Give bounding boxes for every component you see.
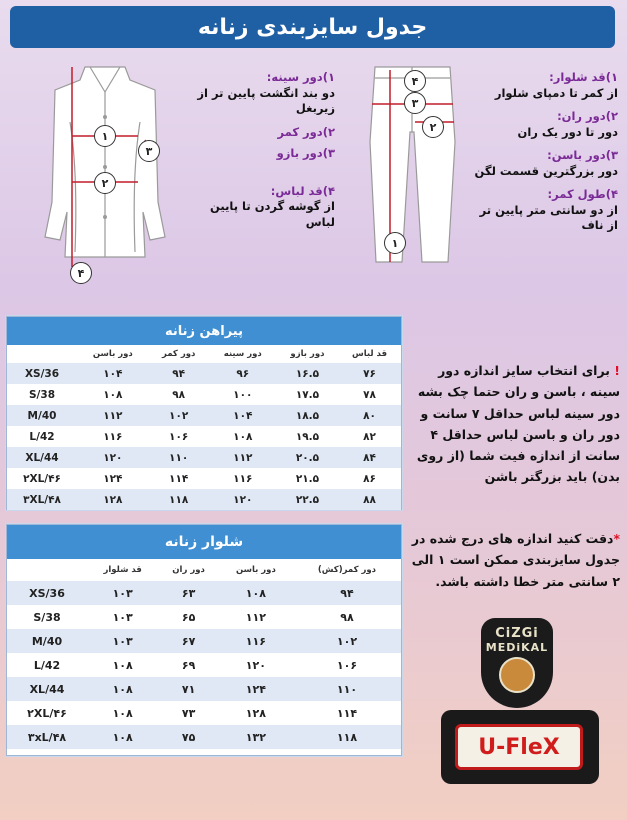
- table-cell: ۱۱۶: [209, 468, 277, 489]
- table-cell: ۸۲: [338, 426, 401, 447]
- table-cell: ۳XL/۴۸: [7, 489, 77, 510]
- table-cell: ۱۰۴: [77, 363, 149, 384]
- table-row: [7, 405, 401, 426]
- table-cell: ۱۰۸: [87, 725, 158, 749]
- table-row: [7, 725, 401, 749]
- dress-marker-4: ۴: [70, 262, 92, 284]
- table-header: دور سینه: [223, 349, 262, 359]
- dress-measure-list: [185, 70, 335, 238]
- pants-measure-desc: از کمر تا دمپای شلوار: [494, 85, 618, 100]
- table-cell: ۱۲۰: [219, 653, 293, 677]
- table-header: قد شلوار: [103, 565, 142, 575]
- table-cell: ۱۰۶: [149, 426, 209, 447]
- table-row: [7, 629, 401, 653]
- dress-measure-head: ۳)دور بازو: [276, 146, 335, 161]
- table-cell: ۱۸.۵: [277, 405, 338, 426]
- table-cell: ۱۲۸: [219, 701, 293, 725]
- cizgi-medikal-logo: [481, 618, 553, 708]
- dress-marker-2: ۲: [94, 172, 116, 194]
- table-cell: ۸۰: [338, 405, 401, 426]
- table-cell: ۸۶: [338, 468, 401, 489]
- dress-measure-head: ۲)دور کمر: [277, 124, 335, 139]
- table-header: دور بازو: [290, 349, 325, 359]
- dress-size-table: [6, 316, 402, 510]
- dress-measure-desc: از گوشه گردن تا پایین لباس: [210, 199, 335, 229]
- table-cell: S/38: [7, 605, 87, 629]
- table-cell: ۷۵: [158, 725, 218, 749]
- table-cell: ۱۱۸: [293, 725, 401, 749]
- dress-marker-3: ۳: [138, 140, 160, 162]
- table-row: [7, 653, 401, 677]
- table-row: [7, 677, 401, 701]
- table-cell: ۱۱۲: [77, 405, 149, 426]
- table-cell: ۱۰۰: [209, 384, 277, 405]
- table-cell: ۱۱۰: [149, 447, 209, 468]
- table-cell: ۱۰۴: [209, 405, 277, 426]
- table-cell: ۱۰۳: [87, 629, 158, 653]
- table-row: [7, 605, 401, 629]
- table-row: [7, 581, 401, 605]
- dress-illustration: [30, 62, 180, 292]
- pants-marker-3: ۳: [404, 92, 426, 114]
- table-cell: M/40: [7, 405, 77, 426]
- table-cell: ۱۱۶: [219, 629, 293, 653]
- sizing-advice-note: [410, 360, 620, 488]
- table-cell: XL/44: [7, 447, 77, 468]
- table-cell: ۹۸: [293, 605, 401, 629]
- pants-size-table: [6, 524, 402, 756]
- logo-brand-top: CiZGi: [495, 626, 539, 641]
- table-header: دور ران: [172, 565, 205, 575]
- mascot-icon: [499, 657, 535, 693]
- warning-icon: !: [614, 363, 620, 378]
- pants-table-title: شلوار زنانه: [7, 525, 401, 559]
- table-cell: L/42: [7, 653, 87, 677]
- table-row: [7, 363, 401, 384]
- table-cell: S/38: [7, 384, 77, 405]
- table-cell: ۱۲۴: [77, 468, 149, 489]
- table-cell: ۱۰۸: [77, 384, 149, 405]
- table-cell: ۱۰۲: [293, 629, 401, 653]
- table-cell: M/40: [7, 629, 87, 653]
- table-row: [7, 384, 401, 405]
- sizing-advice-text: برای انتخاب سایز اندازه دور سینه ، باسن و ران حتما چک بشه دور سینه لباس حداقل ۷ سانت و دور ران و باسن لباس حداقل ۴ سانت از اندازه فیت شما (از روی بدن) باید بزرگتر باشن: [416, 363, 620, 485]
- table-cell: ۷۶: [338, 363, 401, 384]
- pants-measure-head: ۳)دور باسن:: [547, 148, 618, 163]
- table-header: دور کمر: [161, 349, 196, 359]
- table-cell: ۱۱۲: [219, 605, 293, 629]
- table-cell: ۸۸: [338, 489, 401, 510]
- table-row: [7, 468, 401, 489]
- table-cell: ۱۹.۵: [277, 426, 338, 447]
- table-cell: ۱۰۸: [87, 677, 158, 701]
- asterisk-icon: *: [613, 531, 620, 546]
- table-row: [7, 447, 401, 468]
- table-cell: ۹۸: [149, 384, 209, 405]
- table-cell: XL/44: [7, 677, 87, 701]
- dress-table-title: پیراهن زنانه: [7, 317, 401, 345]
- table-cell: ۱۶.۵: [277, 363, 338, 384]
- table-cell: ۱۷.۵: [277, 384, 338, 405]
- logo-brand-bottom: MEDiKAL: [485, 641, 549, 654]
- table-cell: ۱۲۰: [209, 489, 277, 510]
- table-cell: ۱۲۴: [219, 677, 293, 701]
- pants-measure-head: ۱)قد شلوار:: [549, 70, 618, 84]
- table-cell: ۹۶: [209, 363, 277, 384]
- table-cell: ۹۴: [149, 363, 209, 384]
- dress-measure-head: ۱)دور سینه:: [266, 70, 335, 84]
- u-flex-label: U-FleX: [455, 724, 583, 770]
- table-header: [7, 345, 77, 363]
- dress-measure-head: ۴)قد لباس:: [270, 183, 335, 198]
- table-header: دور باسن: [235, 565, 276, 575]
- table-cell: ۱۱۲: [209, 447, 277, 468]
- table-cell: ۱۱۸: [149, 489, 209, 510]
- pants-measure-desc: از دو سانتی متر پایین تر از ناف: [479, 202, 618, 233]
- table-cell: ۶۵: [158, 605, 218, 629]
- table-cell: ۱۰۸: [209, 426, 277, 447]
- table-cell: ۶۳: [158, 581, 218, 605]
- table-cell: ۱۲۰: [77, 447, 149, 468]
- pants-marker-1: ۱: [384, 232, 406, 254]
- table-cell: ۱۰۳: [87, 581, 158, 605]
- table-cell: ۲XL/۴۶: [7, 701, 87, 725]
- table-header: دور کمر(کش): [317, 565, 377, 575]
- pants-measure-list: [470, 70, 618, 242]
- table-cell: ۱۱۴: [149, 468, 209, 489]
- pants-measure-head: ۲)دور ران:: [557, 109, 618, 124]
- pants-marker-2: ۲: [422, 116, 444, 138]
- table-cell: ۱۰۲: [149, 405, 209, 426]
- table-cell: ۲۰.۵: [277, 447, 338, 468]
- dress-measure-desc: دو بند انگشت پایین تر از زیربغل: [197, 85, 335, 116]
- dress-marker-1: ۱: [94, 125, 116, 147]
- table-cell: ۱۰۸: [219, 581, 293, 605]
- table-cell: ۲۲.۵: [277, 489, 338, 510]
- table-cell: ۲۱.۵: [277, 468, 338, 489]
- u-flex-logo: [441, 710, 599, 784]
- table-cell: ۶۹: [158, 653, 218, 677]
- pants-measure-desc: دور تا دور یک ران: [517, 124, 618, 139]
- table-cell: ۸۴: [338, 447, 401, 468]
- table-cell: ۲XL/۴۶: [7, 468, 77, 489]
- table-cell: ۱۲۸: [77, 489, 149, 510]
- table-cell: ۱۰۸: [87, 653, 158, 677]
- table-header: قد لباس: [352, 349, 388, 359]
- table-header: دور باسن: [92, 349, 133, 359]
- table-cell: ۱۳۲: [219, 725, 293, 749]
- table-row: [7, 426, 401, 447]
- pants-illustration: [360, 62, 465, 267]
- table-cell: ۶۷: [158, 629, 218, 653]
- pants-measure-desc: دور بزرگترین قسمت لگن: [474, 163, 618, 178]
- table-cell: XS/36: [7, 363, 77, 384]
- table-row: [7, 701, 401, 725]
- table-cell: L/42: [7, 426, 77, 447]
- tolerance-note: [410, 528, 620, 592]
- tolerance-text: دقت کنید اندازه های درج شده در جدول سایزبندی ممکن است ۱ الی ۲ سانتی متر خطا داشته باشد.: [411, 531, 620, 589]
- table-cell: XS/36: [7, 581, 87, 605]
- table-cell: ۳xL/۴۸: [7, 725, 87, 749]
- pants-marker-4: ۴: [404, 70, 426, 92]
- pants-measure-head: ۴)طول کمر:: [547, 187, 618, 202]
- table-cell: ۱۰۶: [293, 653, 401, 677]
- table-cell: ۷۱: [158, 677, 218, 701]
- table-cell: ۱۱۴: [293, 701, 401, 725]
- page-title: جدول سایزبندی زنانه: [10, 6, 615, 48]
- table-row: [7, 489, 401, 510]
- table-cell: ۱۰۳: [87, 605, 158, 629]
- table-header: [7, 559, 87, 581]
- table-cell: ۱۱۶: [77, 426, 149, 447]
- table-cell: ۷۳: [158, 701, 218, 725]
- table-cell: ۹۴: [293, 581, 401, 605]
- table-cell: ۱۰۸: [87, 701, 158, 725]
- table-cell: ۱۱۰: [293, 677, 401, 701]
- table-cell: ۷۸: [338, 384, 401, 405]
